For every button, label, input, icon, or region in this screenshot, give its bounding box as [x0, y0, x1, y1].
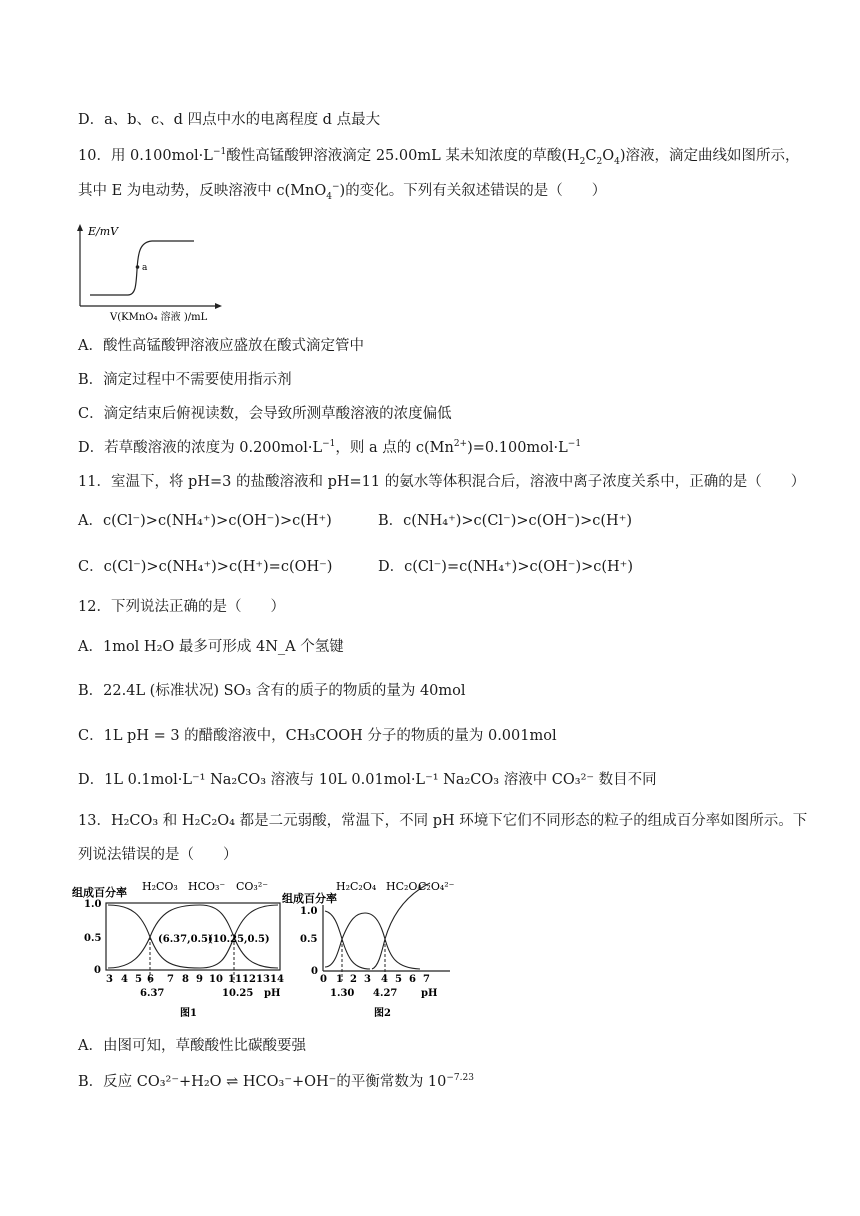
q13-figure-1 — [70, 875, 285, 1025]
q13-stem-line2: 列说法错误的是（ ） — [78, 847, 238, 863]
q10-option-c: C．滴定结束后俯视读数，会导致所测草酸溶液的浓度偏低 — [78, 406, 452, 422]
q11-option-c: C．c(Cl⁻)>c(NH₄⁺)>c(H⁺)=c(OH⁻) — [78, 559, 333, 575]
fig2-xtick: 5 — [395, 974, 402, 985]
fig1-xtick: 11 — [228, 974, 242, 985]
fig1-point-1: (6.37,0.5) — [158, 934, 213, 945]
fig2-curve-hc2o4 — [325, 913, 420, 969]
fig1-xtick: 10 — [209, 974, 223, 985]
fig2-caption: 图2 — [374, 1008, 391, 1019]
point-a-label: a — [142, 263, 148, 273]
q10-stem-line1: 10．用 $0.100mol\cdot L^{-1}$酸性高锰酸钾溶液滴定 25.00mL 某未知浓度的草酸$(H_2C_2O_4)$溶液，滴定曲线如图所示， — [78, 147, 800, 167]
q13-figure-2 — [280, 875, 455, 1025]
point-a — [136, 265, 140, 269]
q11-option-a: A．c(Cl⁻)>c(NH₄⁺)>c(OH⁻)>c(H⁺) — [78, 513, 332, 529]
fig1-mark-2: 10.25 — [222, 988, 254, 999]
fig1-xunit: pH — [264, 988, 281, 999]
q12-stem: 12．下列说法正确的是（ ） — [78, 599, 285, 615]
fig1-species-1: H₂CO₃ — [142, 880, 178, 893]
fig2-xtick: 7 — [423, 974, 430, 985]
fig1-point-2: (10.25,0.5) — [208, 934, 270, 945]
q13-option-a: A．由图可知，草酸酸性比碳酸要强 — [78, 1038, 306, 1054]
fig2-xtick: 0 — [320, 974, 327, 985]
fig2-xtick: 2 — [350, 974, 357, 985]
fig2-xunit: pH — [421, 988, 438, 999]
fig2-mark-2: 4.27 — [373, 988, 398, 999]
q10-option-a: A．酸性高锰酸钾溶液应盛放在酸式滴定管中 — [78, 338, 364, 354]
q11-stem: 11．室温下，将 pH=3 的盐酸溶液和 pH=11 的氨水等体积混合后，溶液中离子浓度关系中，正确的是（ ） — [78, 474, 806, 490]
fig2-curve-h2c2o4 — [325, 911, 370, 969]
q11-option-d: D．c(Cl⁻)=c(NH₄⁺)>c(OH⁻)>c(H⁺) — [378, 559, 633, 575]
q11-option-b: B．c(NH₄⁺)>c(Cl⁻)>c(OH⁻)>c(H⁺) — [378, 513, 633, 529]
fig1-ytick-3: 0 — [94, 965, 101, 976]
q12-option-a: A．1mol H₂O 最多可形成 4N_A 个氢键 — [78, 639, 344, 655]
x-axis-arrow — [215, 303, 222, 309]
q10-stem-line2: 其中 E 为电动势，反映溶液中 c(MnO$_4$−)的变化。下列有关叙述错误的是（ ） — [78, 182, 607, 202]
q9-option-d: D．a、b、c、d 四点中水的电离程度 d 点最大 — [78, 112, 381, 128]
fig1-xtick: 12 — [242, 974, 256, 985]
fig1-mark-1: 6.37 — [140, 988, 165, 999]
fig1-xtick: 7 — [167, 974, 174, 985]
fig2-xtick: 1 — [336, 974, 343, 985]
fig1-xtick: 13 — [256, 974, 270, 985]
fig1-ytick-2: 0.5 — [84, 933, 102, 944]
fig1-species-2: HCO₃⁻ — [188, 880, 226, 893]
fig2-species-1: H₂C₂O₄ — [336, 880, 377, 893]
fig2-species-3: C₂O₄²⁻ — [418, 880, 455, 893]
fig1-caption: 图1 — [180, 1008, 197, 1019]
y-axis-arrow — [77, 224, 83, 231]
fig2-xtick: 6 — [409, 974, 416, 985]
fig1-ylabel: 组成百分率 — [72, 886, 127, 899]
fig1-xtick: 9 — [196, 974, 203, 985]
fig1-xtick: 8 — [182, 974, 189, 985]
fig2-xtick: 4 — [381, 974, 388, 985]
fig2-mark-1: 1.30 — [330, 988, 355, 999]
q12-option-b: B．22.4L (标准状况) SO₃ 含有的质子的物质的量为 40mol — [78, 683, 466, 699]
fig1-xtick: 6 — [147, 974, 154, 985]
fig1-xtick: 3 — [106, 974, 113, 985]
q10-titration-figure — [70, 222, 230, 322]
fig2-xtick: 3 — [364, 974, 371, 985]
fig1-ytick-1: 1.0 — [84, 899, 102, 910]
q10-option-d: D．若草酸溶液的浓度为 $0.200mol\cdot L^{-1}$，则 a 点的 $c(Mn^{2+})=0.100mol\cdot L^{-1}$ — [78, 439, 582, 456]
fig2-ytick-3: 0 — [311, 966, 318, 977]
fig2-ytick-1: 1.0 — [300, 906, 318, 917]
x-axis-label: V(KMnO₄ 溶液 )/mL — [110, 312, 208, 322]
fig2-species-2: HC₂O₄⁻ — [386, 880, 428, 893]
q10-option-b: B．滴定过程中不需要使用指示剂 — [78, 372, 292, 388]
fig1-xtick: 5 — [135, 974, 142, 985]
fig2-ytick-2: 0.5 — [300, 934, 318, 945]
fig2-ylabel: 组成百分率 — [282, 892, 337, 905]
q12-option-d: D．1L 0.1mol·L⁻¹ Na₂CO₃ 溶液与 10L 0.01mol·L⁻¹ Na₂CO₃ 溶液中 CO₃²⁻ 数目不同 — [78, 772, 657, 788]
q13-stem-line1: 13．H₂CO₃ 和 H₂C₂O₄ 都是二元弱酸，常温下，不同 pH 环境下它们不同形态的粒子的组成百分率如图所示。下 — [78, 813, 808, 829]
fig1-xtick: 4 — [121, 974, 128, 985]
q12-option-c: C．1L pH = 3 的醋酸溶液中，CH₃COOH 分子的物质的量为 0.001mol — [78, 728, 557, 744]
fig1-xtick: 14 — [270, 974, 284, 985]
y-axis-label: E/mV — [88, 225, 119, 238]
q13-option-b: B．反应 CO₃²⁻+H₂O ⇌ HCO₃⁻+OH⁻的平衡常数为 $10^{-7.23}$ — [78, 1073, 474, 1090]
fig1-species-3: CO₃²⁻ — [236, 880, 269, 893]
